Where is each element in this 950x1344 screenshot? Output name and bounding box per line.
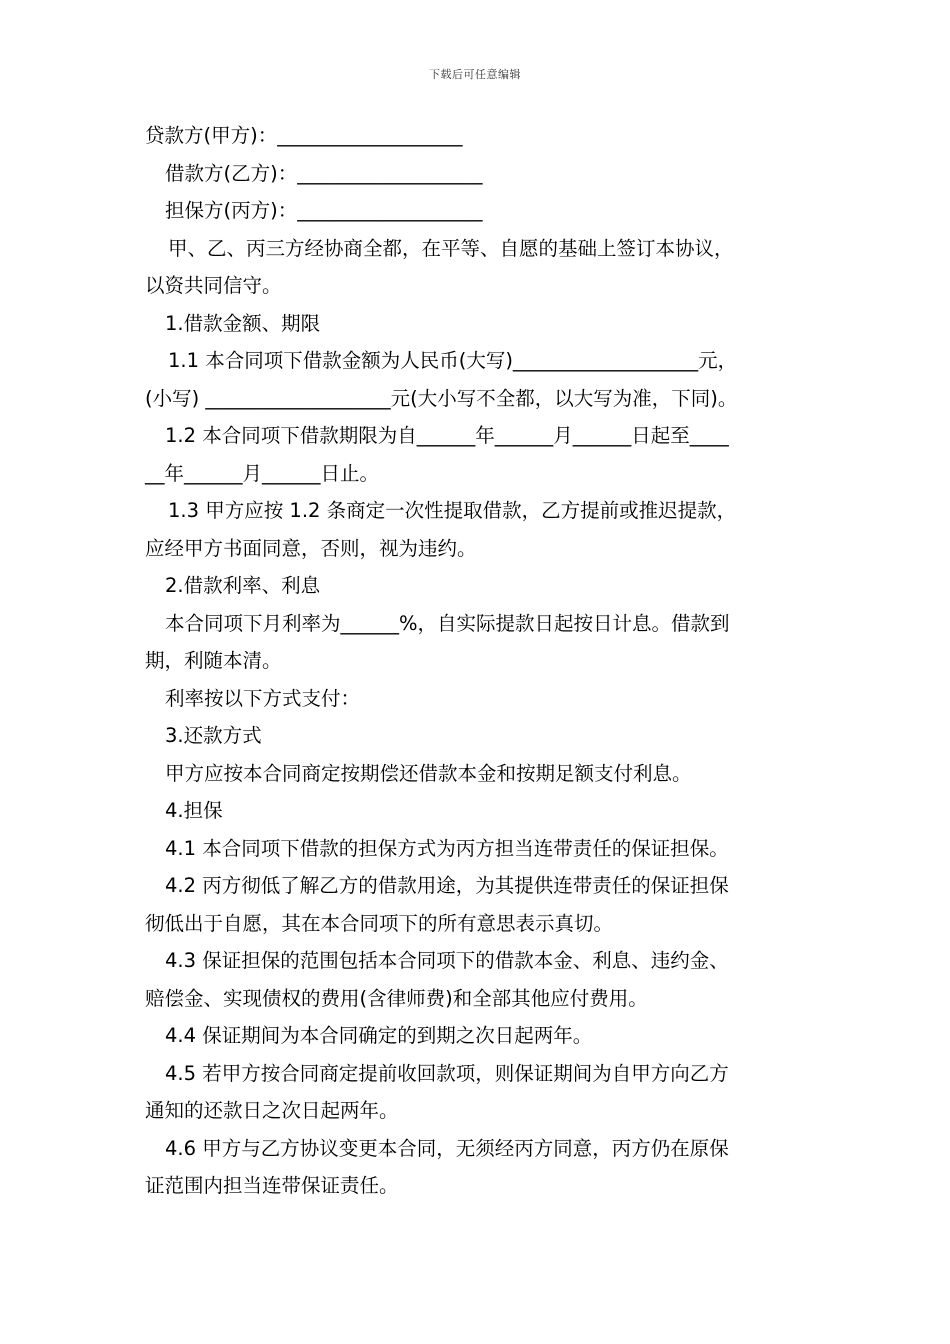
clause-1-1-line-2: (小写) ___________________元(大小写不全都，以大写为准，下同)。 — [145, 386, 738, 410]
section-1-heading: 1.借款金额、期限 — [165, 311, 321, 335]
clause-1-2-line-2: __年______月______日止。 — [145, 461, 380, 485]
clause-4-3-line-1: 4.3 保证担保的范围包括本合同项下的借款本金、利息、违约金、 — [165, 949, 729, 972]
party-a-line: 贷款方(甲方)：___________________ — [145, 124, 463, 147]
clause-4-2-line-2: 彻低出于自愿，其在本合同项下的所有意思表示真切。 — [145, 911, 614, 935]
section-2-line-1: 本合同项下月利率为______%，自实际提款日起按日计息。借款到 — [165, 611, 730, 635]
page-header-note: 下载后可任意编辑 — [429, 68, 521, 81]
clause-4-5-line-1: 4.5 若甲方按合同商定提前收回款项，则保证期间为自甲方向乙方 — [165, 1061, 729, 1085]
section-2-line-3: 利率按以下方式支付： — [165, 686, 361, 710]
clause-4-6-line-2: 证范围内担当连带保证责任。 — [145, 1174, 399, 1197]
section-4-heading: 4.担保 — [165, 799, 223, 822]
section-2-heading: 2.借款利率、利息 — [165, 574, 321, 597]
clause-4-1: 4.1 本合同项下借款的担保方式为丙方担当连带责任的保证担保。 — [165, 836, 729, 860]
party-c-line: 担保方(丙方)：___________________ — [165, 199, 483, 222]
preamble-line-1: 甲、乙、丙三方经协商全都，在平等、自愿的基础上签订本协议， — [168, 236, 734, 260]
clause-1-3-line-1: 1.3 甲方应按 1.2 条商定一次性提取借款，乙方提前或推迟提款， — [168, 499, 737, 522]
clause-1-2-line-1: 1.2 本合同项下借款期限为自______年______月______日起至____ — [165, 424, 729, 447]
section-3-heading: 3.还款方式 — [165, 724, 262, 747]
section-3-line-1: 甲方应按本合同商定按期偿还借款本金和按期足额支付利息。 — [165, 761, 692, 785]
clause-1-1-line-1: 1.1 本合同项下借款金额为人民币(大写)___________________元， — [168, 349, 738, 372]
section-2-line-2: 期，利随本清。 — [145, 649, 282, 672]
clause-4-2-line-1: 4.2 丙方彻低了解乙方的借款用途，为其提供连带责任的保证担保 — [165, 874, 729, 897]
clause-4-6-line-1: 4.6 甲方与乙方协议变更本合同，无须经丙方同意，丙方仍在原保 — [165, 1136, 729, 1160]
clause-4-3-line-2: 赔偿金、实现债权的费用(含律师费)和全部其他应付费用。 — [145, 986, 648, 1010]
clause-1-3-line-2: 应经甲方书面同意，否则，视为违约。 — [145, 536, 477, 560]
clause-4-5-line-2: 通知的还款日之次日起两年。 — [145, 1099, 399, 1122]
party-b-line: 借款方(乙方)：___________________ — [165, 161, 483, 185]
contract-body — [145, 117, 825, 1205]
clause-4-4: 4.4 保证期间为本合同确定的到期之次日起两年。 — [165, 1024, 593, 1047]
preamble-line-2: 以资共同信守。 — [145, 274, 282, 297]
